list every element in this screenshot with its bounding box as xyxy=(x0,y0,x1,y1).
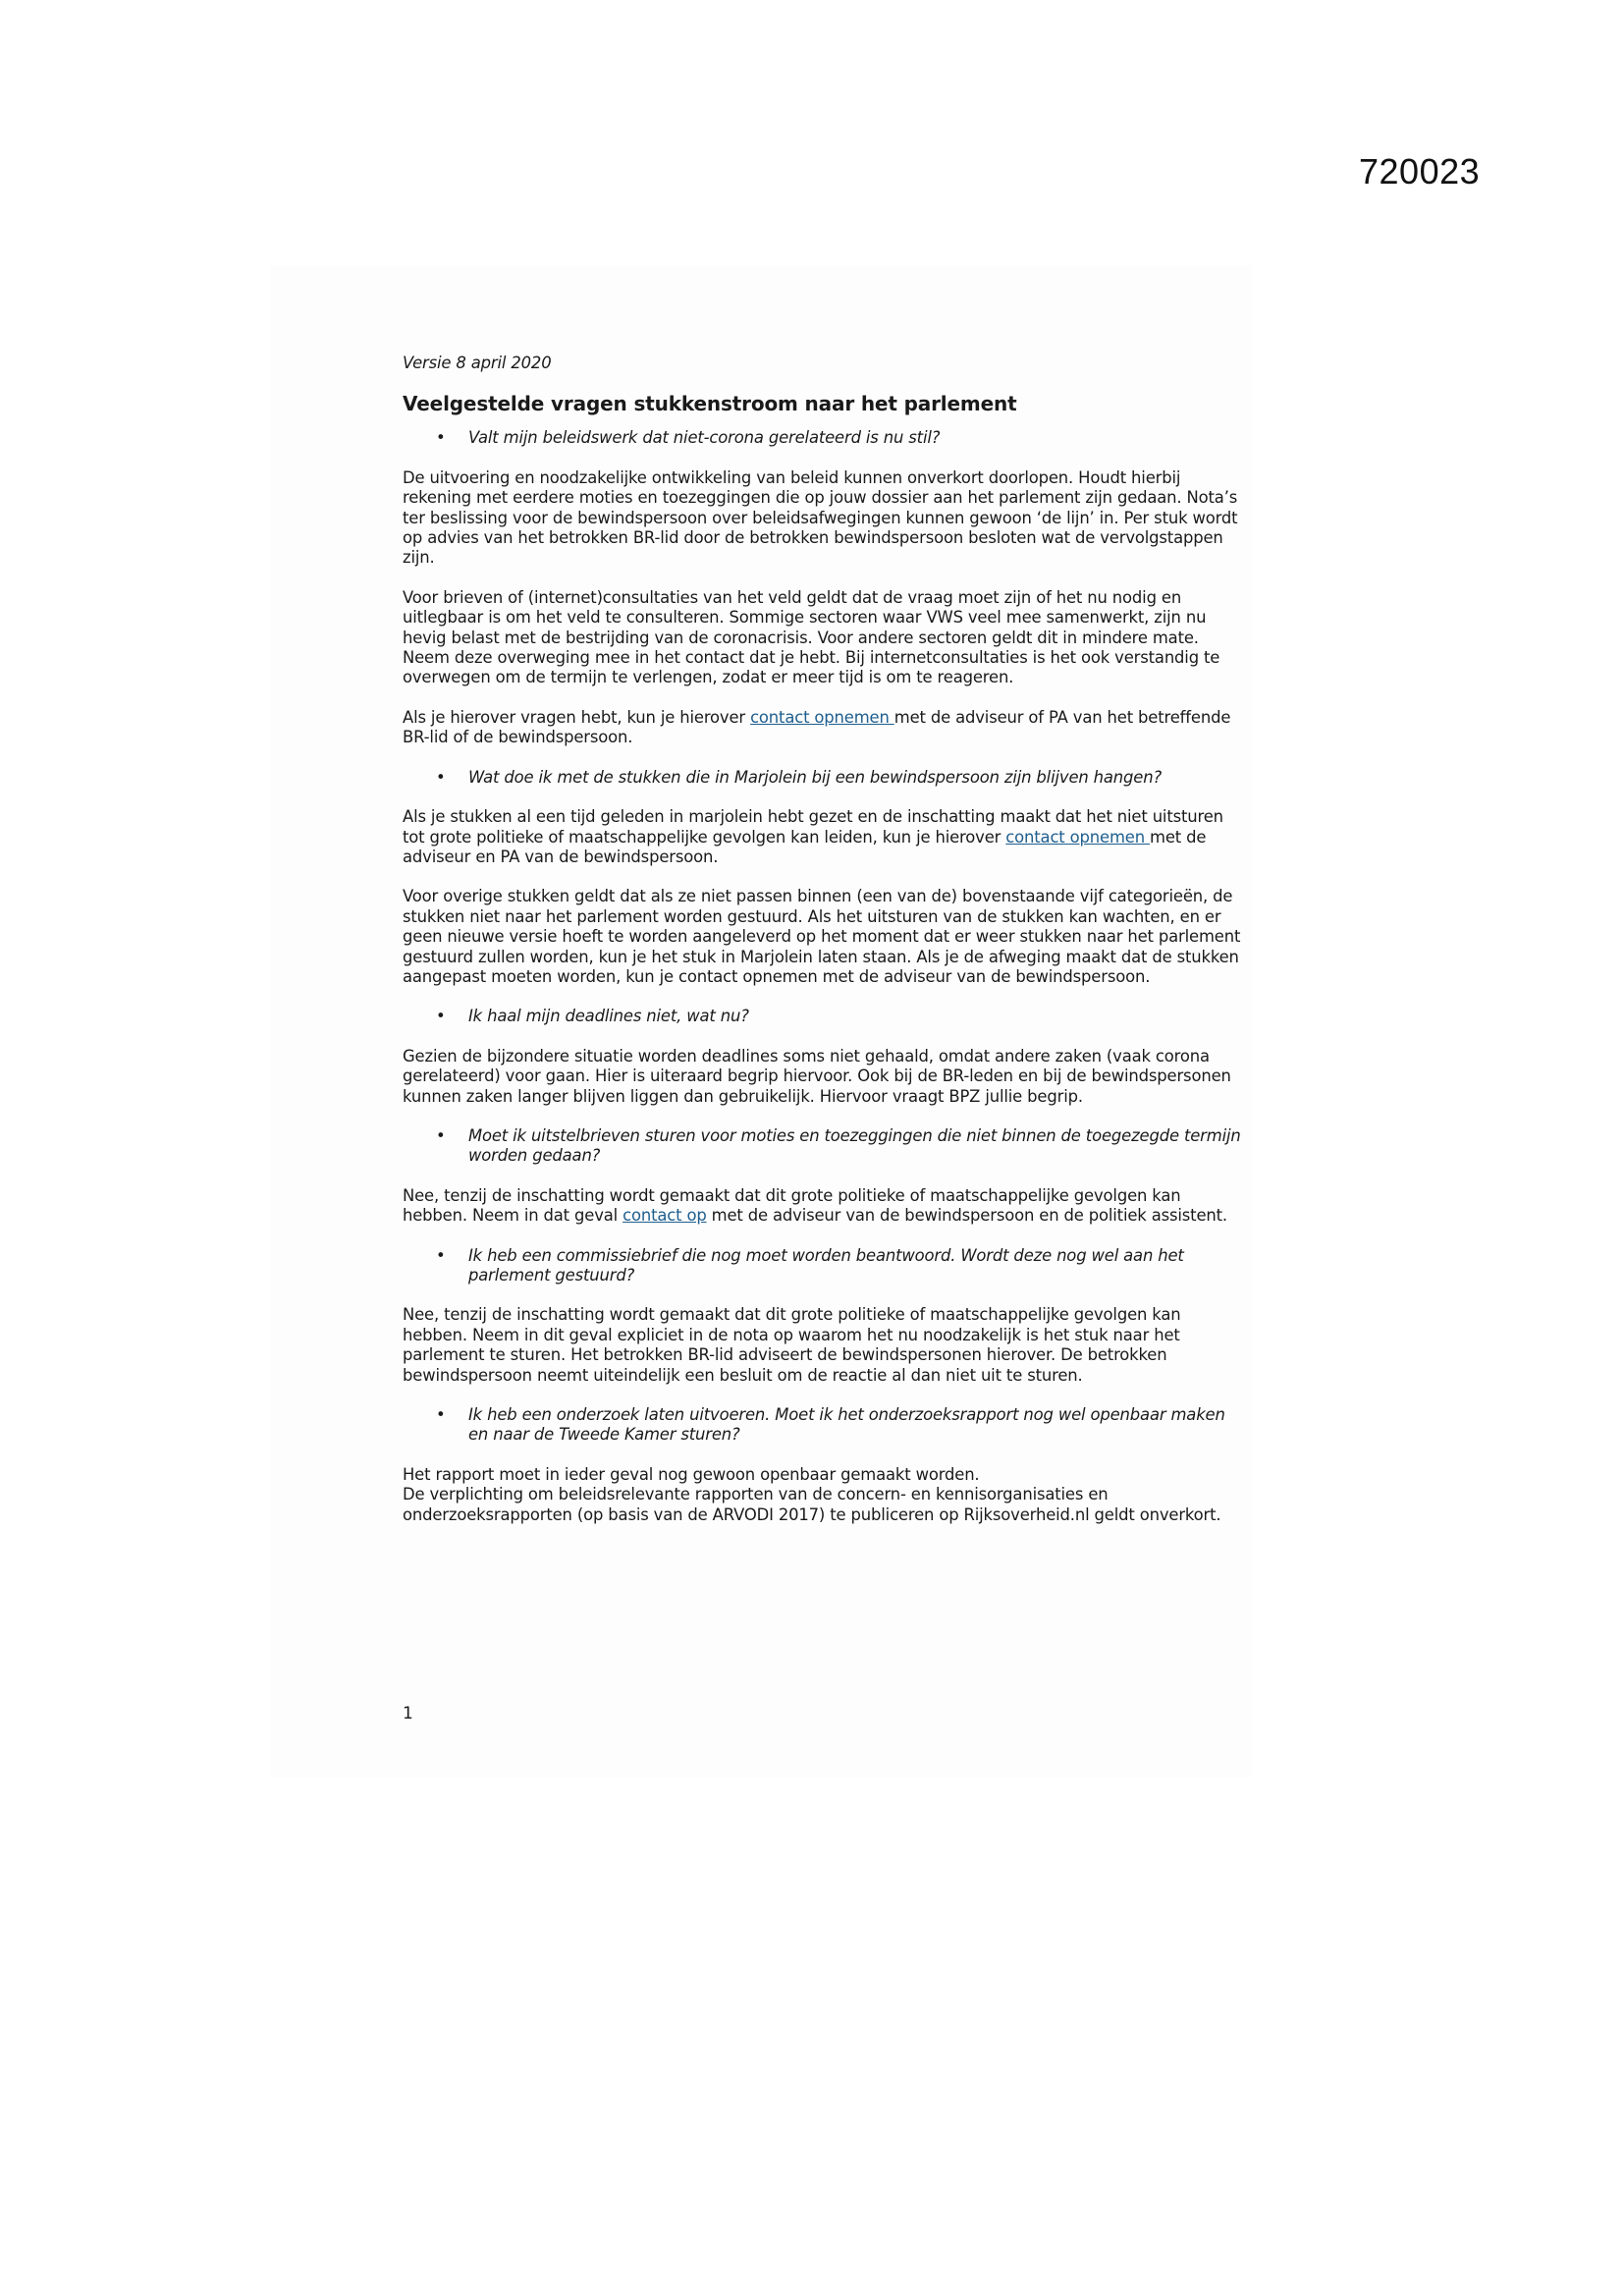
faq-question-5 xyxy=(403,1246,1249,1286)
bullet-icon: • xyxy=(436,1125,446,1145)
answer-4-paragraph-1 xyxy=(403,1186,1249,1227)
answer-1-paragraph-1: De uitvoering en noodzakelijke ontwikkeling van beleid kunnen onverkort doorlopen. Houdt hierbij rekening met eerdere moties en toezeggingen die op jouw dossier aan het parlement zijn gedaan. Nota’s ter beslissing voor de bewindspersoon over beleidsafwegingen kunnen gewoon ‘de lijn’ in. Per stuk wordt op advies van het betrokken BR-lid door de betrokken bewindspersoon besloten wat de vervolgstappen zijn. xyxy=(403,467,1238,568)
paragraph-text: Als je stukken al een tijd geleden in marjolein hebt gezet en de inschatting maakt dat het niet uitsturen tot grote politieke of maatschappelijke gevolgen kan leiden, kun je hierover xyxy=(403,807,1223,847)
page-title: Veelgestelde vragen stukkenstroom naar het parlement xyxy=(403,392,1017,416)
faq-question-1 xyxy=(403,428,1249,448)
document-body xyxy=(403,354,1249,1545)
paragraph-text: met de adviseur van de bewindspersoon en de politiek assistent. xyxy=(706,1206,1227,1226)
answer-1-paragraph-2: Voor brieven of (internet)consultaties van het veld geldt dat de vraag moet zijn of het nu nodig en uitlegbaar is om het veld te consulteren. Sommige sectoren waar VWS veel mee samenwerkt, zijn nu hevig belast met de bestrijding van de coronacrisis. Voor andere sectoren geldt dit in mindere mate. Neem deze overweging mee in het contact dat je hebt. Bij internetconsultaties is het ook verstandig te overwegen om de termijn te verlengen, zodat er meer tijd is om te reageren. xyxy=(403,587,1220,687)
question-text: Valt mijn beleidswerk dat niet-corona gerelateerd is nu stil? xyxy=(468,428,941,448)
faq-question-6 xyxy=(403,1405,1249,1446)
contact-link[interactable]: contact opnemen xyxy=(750,707,894,727)
paragraph-text: met de adviseur en PA van de bewindspersoon. xyxy=(403,827,1207,866)
faq-question-3 xyxy=(403,1007,1249,1026)
paragraph-text: Als je hierover vragen hebt, kun je hierover xyxy=(403,707,751,727)
answer-2-paragraph-2: Voor overige stukken geldt dat als ze niet passen binnen (een van de) bovenstaande vijf categorieën, de stukken niet naar het parlement worden gestuurd. Als het uitsturen van de stukken kan wachten, en er geen nieuwe versie hoeft te worden aangeleverd op het moment dat er weer stukken naar het parlement gestuurd zullen worden, kun je het stuk in Marjolein laten staan. Als je de afweging maakt dat de stukken aangepast moeten worden, kun je contact opnemen met de adviseur van de bewindspersoon. xyxy=(403,887,1241,986)
page-number: 1 xyxy=(403,1704,413,1723)
answer-2-paragraph-1 xyxy=(403,807,1249,867)
bullet-icon: • xyxy=(436,1245,446,1265)
question-text: Moet ik uitstelbrieven sturen voor moties en toezeggingen die niet binnen de toegezegde termijn worden gedaan? xyxy=(468,1125,1241,1166)
answer-5-paragraph-1: Nee, tenzij de inschatting wordt gemaakt dat dit grote politieke of maatschappelijke gevolgen kan hebben. Neem in dit geval expliciet in de nota op waarom het nu noodzakelijk is het stuk naar het parlement te sturen. Het betrokken BR-lid adviseert de bewindspersonen hierover. De betrokken bewindspersoon neemt uiteindelijk een besluit om de reactie al dan niet uit te sturen. xyxy=(403,1305,1181,1385)
question-text: Ik heb een commissiebrief die nog moet worden beantwoord. Wordt deze nog wel aan het parlement gestuurd? xyxy=(468,1245,1184,1285)
answer-1-paragraph-3 xyxy=(403,708,1249,748)
version-line: Versie 8 april 2020 xyxy=(403,354,552,372)
document-number: 720023 xyxy=(1359,151,1481,191)
paragraph-line: De verplichting om beleidsrelevante rapporten van de concern- en kennisorganisaties en onderzoeksrapporten (op basis van de ARVODI 2017) te publiceren op Rijksoverheid.nl geldt onverkort. xyxy=(403,1485,1221,1524)
paragraph-text: Nee, tenzij de inschatting wordt gemaakt dat dit grote politieke of maatschappelijke gevolgen kan hebben. Neem in dat geval xyxy=(403,1185,1181,1226)
contact-link[interactable]: contact op xyxy=(623,1206,707,1226)
paragraph-line: Het rapport moet in ieder geval nog gewoon openbaar gemaakt worden. xyxy=(403,1464,980,1484)
question-text: Wat doe ik met de stukken die in Marjolein bij een bewindspersoon zijn blijven hangen? xyxy=(468,767,1163,787)
answer-3-paragraph-1: Gezien de bijzondere situatie worden deadlines soms niet gehaald, omdat andere zaken (vaak corona gerelateerd) voor gaan. Hier is uiteraard begrip hiervoor. Ook bij de BR-leden en bij de bewindspersonen kunnen zaken langer blijven liggen dan gebruikelijk. Hiervoor vraagt BPZ jullie begrip. xyxy=(403,1046,1231,1106)
faq-question-2 xyxy=(403,768,1249,788)
bullet-icon: • xyxy=(436,767,446,787)
contact-link[interactable]: contact opnemen xyxy=(1005,827,1150,847)
answer-6-paragraph-1 xyxy=(403,1465,1249,1525)
faq-question-4 xyxy=(403,1126,1249,1167)
question-text: Ik heb een onderzoek laten uitvoeren. Moet ik het onderzoeksrapport nog wel openbaar maken en naar de Tweede Kamer sturen? xyxy=(468,1405,1225,1445)
paragraph-text: met de adviseur of PA van het betreffende BR-lid of de bewindspersoon. xyxy=(403,707,1231,747)
bullet-icon: • xyxy=(436,1405,446,1425)
bullet-icon: • xyxy=(436,1007,446,1026)
question-text: Ik haal mijn deadlines niet, wat nu? xyxy=(468,1007,749,1026)
bullet-icon: • xyxy=(436,428,446,448)
